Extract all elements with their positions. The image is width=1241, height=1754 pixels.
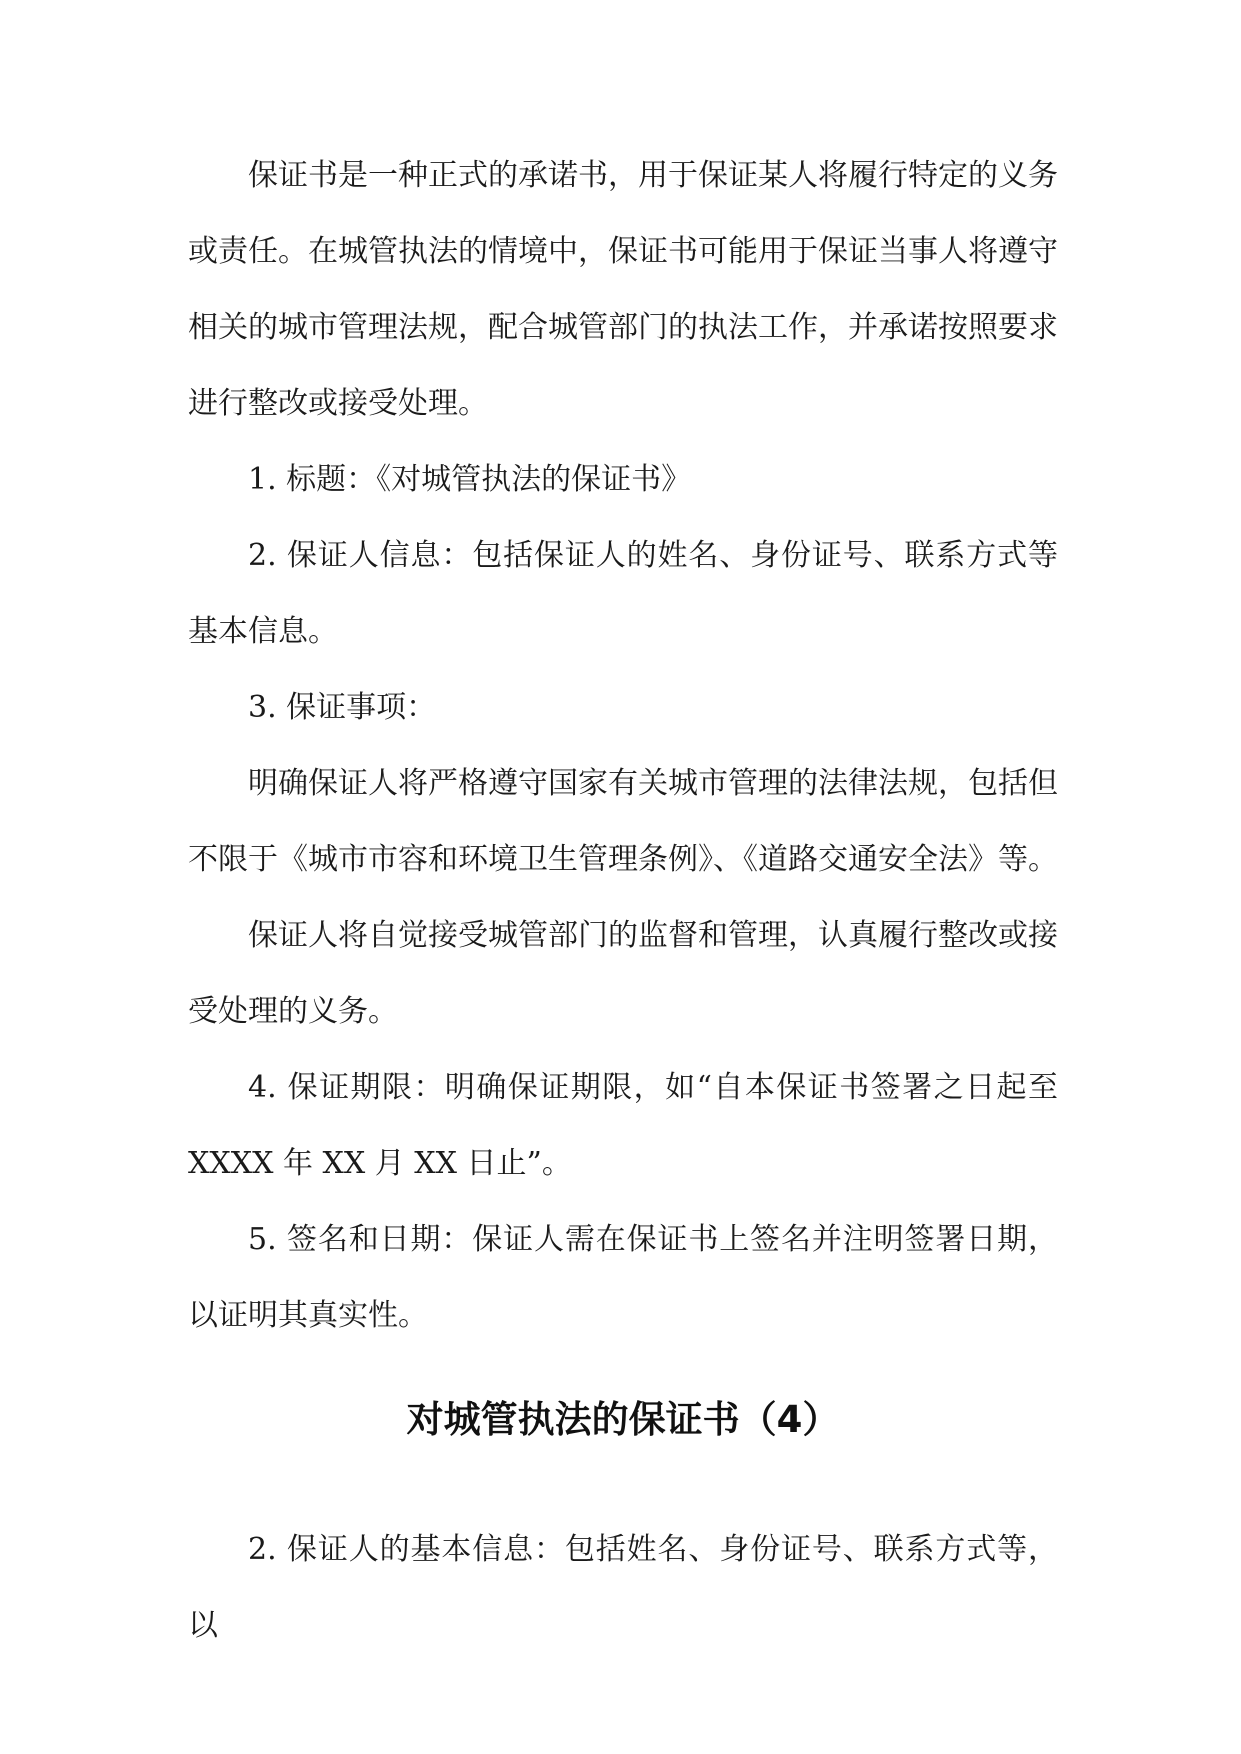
paragraph-item-guarantor-info: 2. 保证人信息：包括保证人的姓名、身份证号、联系方式等基本信息。 [188,538,1058,649]
document-body-continued [188,1512,1058,1664]
paragraph-item-guarantee-period: 4. 保证期限：明确保证期限，如“自本保证书签署之日起至 XXXX 年 XX 月 XX 日止”。 [188,1070,1058,1181]
paragraph-item-title: 1. 标题：《对城管执法的保证书》 [248,462,692,497]
paragraph-supervision: 保证人将自觉接受城管部门的监督和管理，认真履行整改或接受处理的义务。 [188,918,1058,1029]
paragraph-item-signature-date: 5. 签名和日期：保证人需在保证书上签名并注明签署日期，以证明其真实性。 [188,1222,1058,1333]
paragraph-item-guarantee-matters: 3. 保证事项： [248,690,437,725]
paragraph-intro: 保证书是一种正式的承诺书，用于保证某人将履行特定的义务或责任。在城管执法的情境中，保证书可能用于保证当事人将遵守相关的城市管理法规，配合城管部门的执法工作，并承诺按照要求进行整改或接受处理。 [188,158,1058,421]
document-body [188,138,1058,1354]
paragraph-laws-compliance: 明确保证人将严格遵守国家有关城市管理的法律法规，包括但不限于《城市市容和环境卫生管理条例》、《道路交通安全法》等。 [188,766,1058,877]
section-heading: 对城管执法的保证书（4） [406,1398,840,1441]
paragraph-basic-info: 2. 保证人的基本信息：包括姓名、身份证号、联系方式等，以 [188,1532,1058,1643]
